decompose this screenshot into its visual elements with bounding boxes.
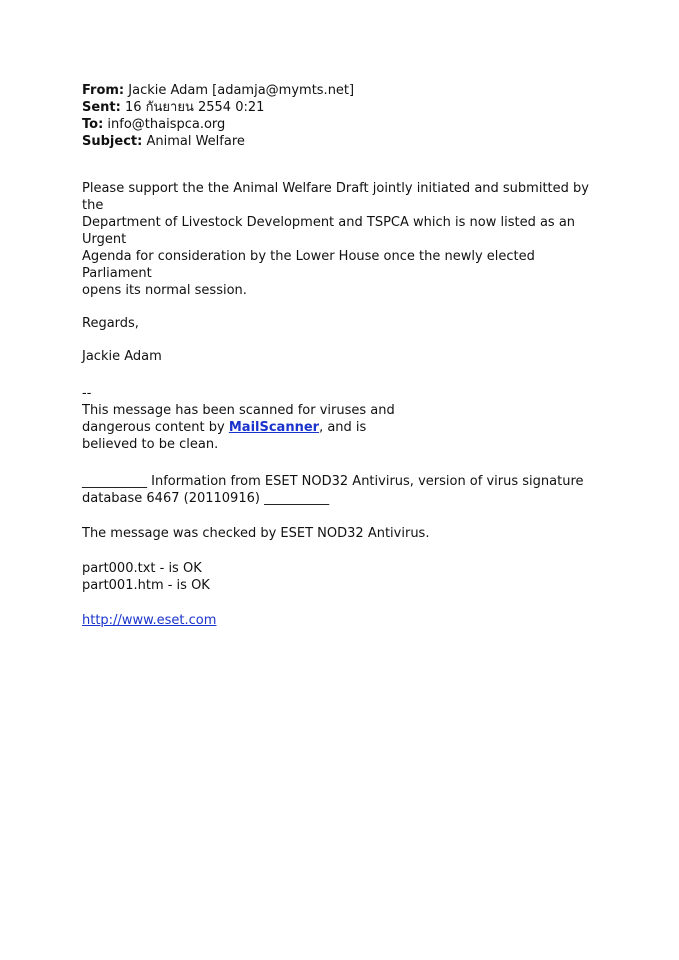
mailscanner-link[interactable]: MailScanner (228, 420, 320, 435)
signature-name: Jackie Adam (82, 349, 162, 364)
mailscanner-notice (82, 385, 602, 453)
scan-line-1: This message has been scanned for viruses and (82, 403, 395, 418)
subject-label: Subject: (82, 134, 143, 149)
eset-website-link[interactable]: http://www.eset.com (82, 613, 217, 628)
scan-line-2-prefix: dangerous content by (82, 420, 229, 435)
eset-info-line-2: database 6467 (20110916) __________ (82, 491, 330, 506)
to-value: info@thaispca.org (103, 117, 226, 132)
from-line (82, 82, 602, 99)
message-line-2: Department of Livestock Development and TSPCA which is now listed as an Urgent (82, 215, 576, 247)
message-paragraph (82, 180, 602, 299)
scan-line-2 (82, 419, 602, 436)
scan-line-2-suffix: , and is (319, 420, 367, 435)
message-line-4: opens its normal session. (82, 283, 247, 298)
regards-text: Regards, (82, 316, 139, 331)
email-header (82, 82, 602, 150)
separator-dashes: -- (82, 386, 92, 401)
message-line-1: Please support the the Animal Welfare Draft jointly initiated and submitted by the (82, 181, 589, 213)
attachment-status-part001: part001.htm - is OK (82, 578, 210, 593)
attachment-status-list (82, 560, 602, 594)
eset-info-line-1: __________ Information from ESET NOD32 Antivirus, version of virus signature (82, 474, 584, 489)
attachment-status-part000: part000.txt - is OK (82, 561, 202, 576)
message-line-3: Agenda for consideration by the Lower House once the newly elected Parliament (82, 249, 535, 281)
eset-checked-text: The message was checked by ESET NOD32 Antivirus. (82, 526, 430, 541)
from-value: Jackie Adam [adamja@mymts.net] (124, 83, 355, 98)
scan-line-3: believed to be clean. (82, 437, 219, 452)
eset-link-line (82, 612, 602, 629)
eset-info-block (82, 473, 602, 507)
to-line (82, 116, 602, 133)
sent-label: Sent: (82, 100, 121, 115)
subject-line (82, 133, 602, 150)
sent-line (82, 99, 602, 116)
to-label: To: (82, 117, 104, 132)
email-printout (82, 82, 602, 629)
from-label: From: (82, 83, 125, 98)
subject-value: Animal Welfare (142, 134, 245, 149)
sent-value: 16 กันยายน 2554 0:21 (120, 100, 265, 115)
